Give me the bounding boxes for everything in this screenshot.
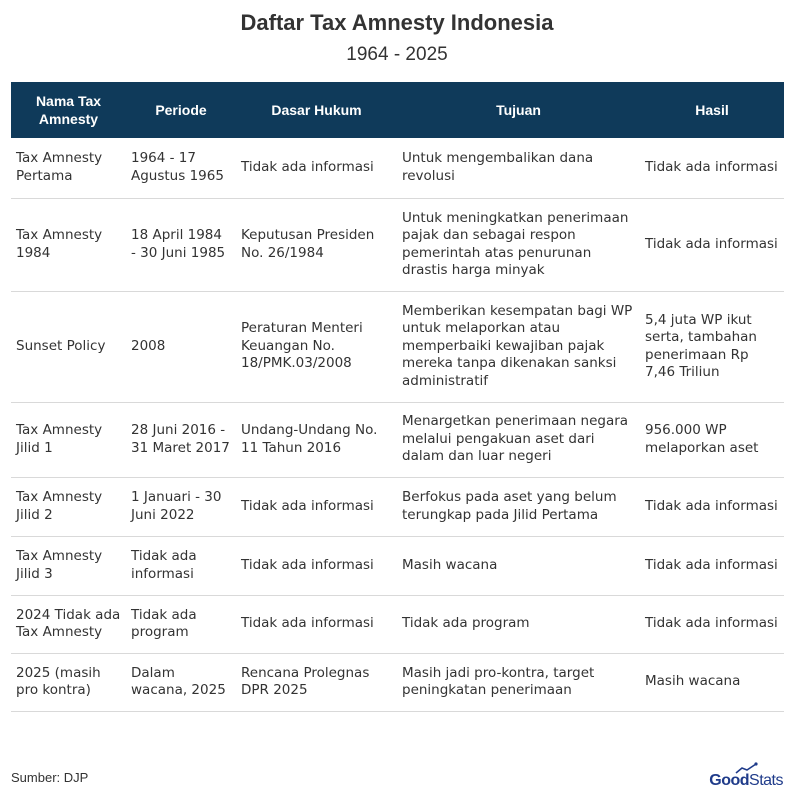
cell-periode: Tidak ada program bbox=[126, 595, 236, 653]
table-row bbox=[11, 138, 784, 198]
cell-hasil: Masih wacana bbox=[640, 653, 784, 711]
cell-periode: Dalam wacana, 2025 bbox=[126, 653, 236, 711]
column-header-dasar-hukum: Dasar Hukum bbox=[236, 82, 397, 138]
tax-amnesty-table bbox=[11, 82, 784, 712]
goodstats-logo bbox=[709, 768, 783, 790]
cell-hasil: Tidak ada informasi bbox=[640, 198, 784, 291]
table-row bbox=[11, 198, 784, 291]
cell-hasil: Tidak ada informasi bbox=[640, 477, 784, 536]
cell-dasar-hukum: Tidak ada informasi bbox=[236, 595, 397, 653]
page-subtitle: 1964 - 2025 bbox=[346, 44, 448, 65]
cell-tujuan: Masih jadi pro-kontra, target peningkatan penerimaan bbox=[397, 653, 640, 711]
cell-nama: 2024 Tidak ada Tax Amnesty bbox=[11, 595, 126, 653]
cell-nama: Tax Amnesty Jilid 2 bbox=[11, 477, 126, 536]
cell-tujuan: Memberikan kesempatan bagi WP untuk melaporkan atau memperbaiki kewajiban pajak mereka tanpa dikenakan sanksi administratif bbox=[397, 291, 640, 402]
cell-periode: 18 April 1984 - 30 Juni 1985 bbox=[126, 198, 236, 291]
table-row bbox=[11, 477, 784, 536]
cell-dasar-hukum: Tidak ada informasi bbox=[236, 536, 397, 595]
table-header-row bbox=[11, 82, 784, 138]
cell-tujuan: Menargetkan penerimaan negara melalui pengakuan aset dari dalam dan luar negeri bbox=[397, 402, 640, 477]
column-header-periode: Periode bbox=[126, 82, 236, 138]
cell-periode: Tidak ada informasi bbox=[126, 536, 236, 595]
cell-nama: Tax Amnesty Pertama bbox=[11, 138, 126, 198]
cell-tujuan: Berfokus pada aset yang belum terungkap pada Jilid Pertama bbox=[397, 477, 640, 536]
cell-dasar-hukum: Rencana Prolegnas DPR 2025 bbox=[236, 653, 397, 711]
column-header-hasil: Hasil bbox=[640, 82, 784, 138]
cell-hasil: 5,4 juta WP ikut serta, tambahan penerimaan Rp 7,46 Triliun bbox=[640, 291, 784, 402]
source-note: Sumber: DJP bbox=[11, 770, 89, 785]
cell-dasar-hukum: Undang-Undang No. 11 Tahun 2016 bbox=[236, 402, 397, 477]
cell-hasil: Tidak ada informasi bbox=[640, 536, 784, 595]
table-row bbox=[11, 291, 784, 402]
column-header-nama: Nama Tax Amnesty bbox=[11, 82, 126, 138]
page-title: Daftar Tax Amnesty Indonesia bbox=[240, 10, 554, 35]
cell-periode: 1 Januari - 30 Juni 2022 bbox=[126, 477, 236, 536]
cell-tujuan: Tidak ada program bbox=[397, 595, 640, 653]
cell-periode: 28 Juni 2016 - 31 Maret 2017 bbox=[126, 402, 236, 477]
logo-good: Good bbox=[709, 772, 750, 789]
growth-chart-icon bbox=[735, 762, 759, 774]
cell-dasar-hukum: Tidak ada informasi bbox=[236, 138, 397, 198]
cell-nama: 2025 (masih pro kontra) bbox=[11, 653, 126, 711]
cell-nama: Tax Amnesty Jilid 3 bbox=[11, 536, 126, 595]
cell-dasar-hukum: Keputusan Presiden No. 26/1984 bbox=[236, 198, 397, 291]
table-row bbox=[11, 536, 784, 595]
cell-hasil: Tidak ada informasi bbox=[640, 138, 784, 198]
cell-tujuan: Untuk mengembalikan dana revolusi bbox=[397, 138, 640, 198]
column-header-tujuan: Tujuan bbox=[397, 82, 640, 138]
cell-dasar-hukum: Peraturan Menteri Keuangan No. 18/PMK.03/2008 bbox=[236, 291, 397, 402]
cell-nama: Tax Amnesty 1984 bbox=[11, 198, 126, 291]
logo-stats: Stats bbox=[749, 772, 783, 789]
table-row bbox=[11, 653, 784, 711]
cell-hasil: 956.000 WP melaporkan aset bbox=[640, 402, 784, 477]
cell-tujuan: Untuk meningkatkan penerimaan pajak dan sebagai respon pemerintah atas penurunan drastis harga minyak bbox=[397, 198, 640, 291]
cell-nama: Sunset Policy bbox=[11, 291, 126, 402]
table-row bbox=[11, 595, 784, 653]
cell-periode: 2008 bbox=[126, 291, 236, 402]
table-row bbox=[11, 402, 784, 477]
cell-hasil: Tidak ada informasi bbox=[640, 595, 784, 653]
cell-dasar-hukum: Tidak ada informasi bbox=[236, 477, 397, 536]
cell-nama: Tax Amnesty Jilid 1 bbox=[11, 402, 126, 477]
logo-wordmark bbox=[709, 772, 783, 790]
cell-periode: 1964 - 17 Agustus 1965 bbox=[126, 138, 236, 198]
cell-tujuan: Masih wacana bbox=[397, 536, 640, 595]
